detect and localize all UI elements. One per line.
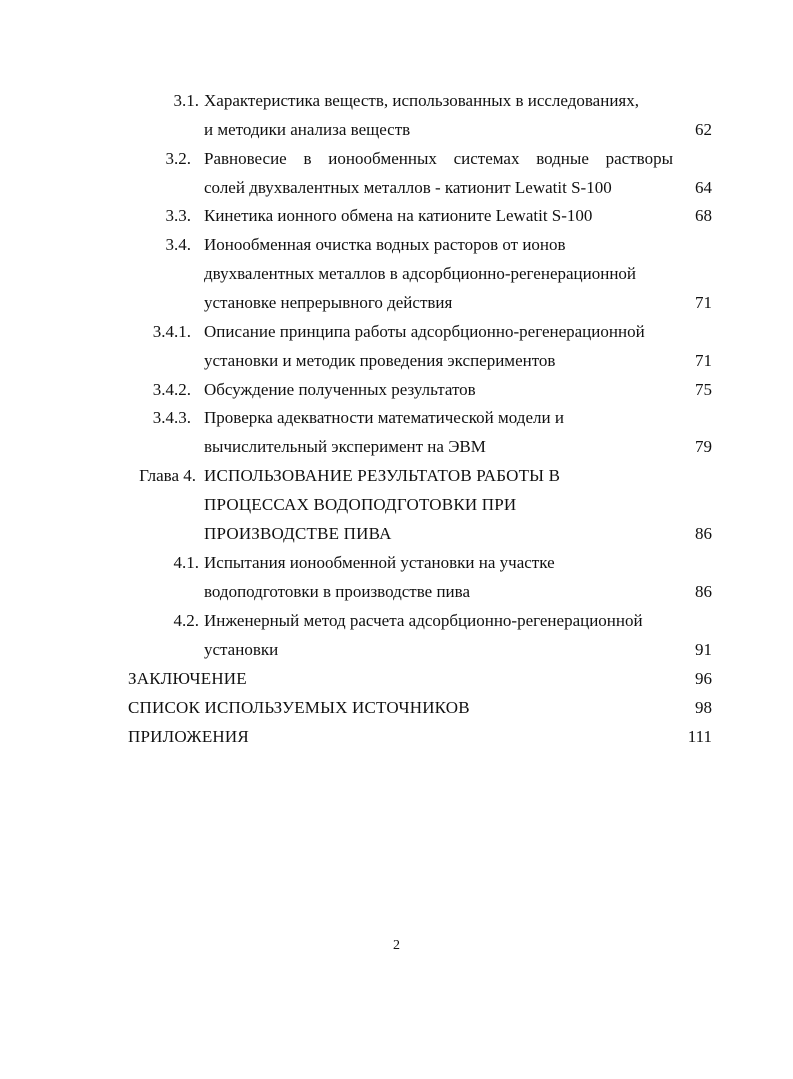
toc-title-line: Инженерный метод расчета адсорбционно-регенерационной [204, 611, 643, 630]
toc-entry-chapter-4 [0, 461, 793, 490]
page-number: 2 [393, 938, 400, 953]
toc-entry-3-4-cont [0, 259, 793, 288]
toc-page-number: 86 [695, 582, 712, 601]
toc-entry-chapter-4-cont2 [0, 519, 793, 548]
toc-entry-3-4-2 [0, 375, 793, 404]
toc-entry-3-4-1 [0, 317, 793, 346]
toc-title-line: установке непрерывного действия [204, 293, 453, 312]
toc-title-line: Равновесие в ионообменных системах водные растворы [204, 149, 673, 168]
toc-entry-3-2-cont [0, 173, 793, 202]
toc-entry-3-4-cont2 [0, 288, 793, 317]
toc-entry-chapter-4-cont [0, 490, 793, 519]
toc-entry-4-1-cont [0, 577, 793, 606]
toc-title-line: Описание принципа работы адсорбционно-регенерационной [204, 322, 645, 341]
toc-number: 3.1. [173, 91, 199, 110]
toc-title-line: солей двухвалентных металлов - катионит Lewatit S-100 [204, 178, 612, 197]
toc-page-number: 71 [695, 293, 712, 312]
toc-title-line: Ионообменная очистка водных расторов от ионов [204, 235, 566, 254]
toc-number: 4.2. [173, 611, 199, 630]
toc-page-number: 86 [695, 524, 712, 543]
toc-title-line: водоподготовки в производстве пива [204, 582, 470, 601]
toc-number: 3.4.2. [152, 380, 191, 399]
toc-number: Глава 4. [139, 466, 196, 485]
toc-number: 3.2. [165, 149, 191, 168]
toc-page-number: 111 [687, 727, 712, 746]
toc-title-line: установки и методик проведения экспериментов [204, 351, 556, 370]
toc-entry-references [0, 693, 793, 722]
toc-page-number: 62 [695, 120, 712, 139]
toc-title-line: ЗАКЛЮЧЕНИЕ [128, 669, 247, 688]
toc-page-number: 91 [695, 640, 712, 659]
toc-entry-3-1 [0, 86, 793, 115]
toc-title-line: ПРИЛОЖЕНИЯ [128, 727, 249, 746]
toc-number: 3.4.3. [152, 408, 191, 427]
toc-title-line: Характеристика веществ, использованных в исследованиях, [204, 91, 639, 110]
toc-entry-3-2 [0, 144, 793, 173]
toc-page-number: 98 [695, 698, 712, 717]
toc-page-number: 96 [695, 669, 712, 688]
toc-title-line: двухвалентных металлов в адсорбционно-регенерационной [204, 264, 637, 283]
toc-page-number: 68 [695, 206, 712, 225]
toc-entry-3-4-3-cont [0, 432, 793, 461]
toc-entry-3-1-cont [0, 115, 793, 144]
toc-title-line: Кинетика ионного обмена на катионите Lewatit S-100 [204, 206, 593, 225]
toc-entry-appendices [0, 722, 793, 751]
toc-page-number: 64 [695, 178, 712, 197]
toc-title-line: вычислительный эксперимент на ЭВМ [204, 437, 486, 456]
toc-page-number: 71 [695, 351, 712, 370]
toc-title-line: Обсуждение полученных результатов [204, 380, 476, 399]
toc-entry-conclusion [0, 664, 793, 693]
toc-title-line: установки [204, 640, 279, 659]
toc-title-line: ПРОЦЕССАХ ВОДОПОДГОТОВКИ ПРИ [204, 495, 517, 514]
toc-number: 4.1. [173, 553, 199, 572]
toc-entry-4-2 [0, 606, 793, 635]
toc-title-line: и методики анализа веществ [204, 120, 411, 139]
toc-number: 3.3. [165, 206, 191, 225]
toc-title-line: СПИСОК ИСПОЛЬЗУЕМЫХ ИСТОЧНИКОВ [128, 698, 470, 717]
toc-page-number: 75 [695, 380, 712, 399]
toc-entry-3-4 [0, 230, 793, 259]
toc-title-line: Проверка адекватности математической модели и [204, 408, 564, 427]
toc-number: 3.4.1. [152, 322, 191, 341]
toc-title-line: Испытания ионообменной установки на участке [204, 553, 555, 572]
toc-number: 3.4. [165, 235, 191, 254]
toc-page-number: 79 [695, 437, 712, 456]
toc-entry-3-4-1-cont [0, 346, 793, 375]
toc-entry-3-3 [0, 201, 793, 230]
toc-entry-4-2-cont [0, 635, 793, 664]
toc-entry-3-4-3 [0, 403, 793, 432]
toc-entry-4-1 [0, 548, 793, 577]
toc-title-line: ПРОИЗВОДСТВЕ ПИВА [204, 524, 392, 543]
toc-title-line: ИСПОЛЬЗОВАНИЕ РЕЗУЛЬТАТОВ РАБОТЫ В [204, 466, 561, 485]
